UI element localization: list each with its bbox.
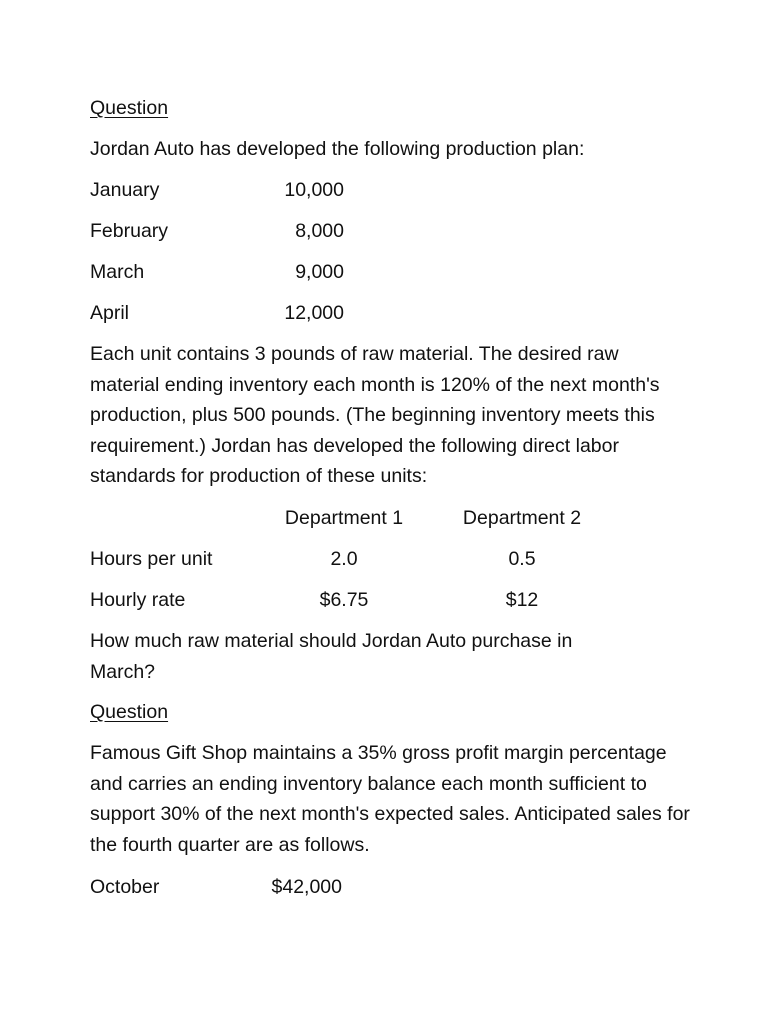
production-units: 9,000 — [295, 261, 344, 283]
document-page — [90, 0, 710, 1024]
production-units: 12,000 — [284, 302, 344, 324]
question-1-body: Each unit contains 3 pounds of raw material. The desired raw material ending inventory each month is 120% of the next month's production, plus 500 pounds. (The beginning inventory meets this requirement.) Jordan has developed the following direct labor standards for production of these units: — [90, 343, 660, 487]
sales-amount: $42,000 — [271, 876, 342, 898]
column-header-department-1: Department 1 — [284, 507, 404, 529]
production-units: 8,000 — [295, 220, 344, 242]
production-month: March — [90, 261, 145, 283]
question-1-intro: Jordan Auto has developed the following production plan: — [90, 138, 585, 160]
question-2-body: Famous Gift Shop maintains a 35% gross profit margin percentage and carries an ending inventory balance each month sufficient to support 30% of the next month's expected sales. Anticipated sales for the fourth quarter are as follows. — [90, 742, 690, 856]
labor-row-label: Hours per unit — [90, 548, 213, 570]
production-month: April — [90, 302, 130, 324]
labor-dept2-value: 0.5 — [508, 548, 536, 570]
question-2-heading: Question — [90, 701, 169, 723]
labor-row-label: Hourly rate — [90, 589, 186, 611]
production-month: January — [90, 179, 160, 201]
column-header-department-2: Department 2 — [462, 507, 582, 529]
sales-month: October — [90, 876, 160, 898]
labor-dept2-value: $12 — [505, 589, 539, 611]
production-units: 10,000 — [284, 179, 344, 201]
production-month: February — [90, 220, 169, 242]
labor-dept1-value: $6.75 — [319, 589, 369, 611]
question-1-prompt: How much raw material should Jordan Auto purchase in March? — [90, 630, 573, 683]
question-1-heading: Question — [90, 97, 169, 119]
labor-dept1-value: 2.0 — [330, 548, 358, 570]
